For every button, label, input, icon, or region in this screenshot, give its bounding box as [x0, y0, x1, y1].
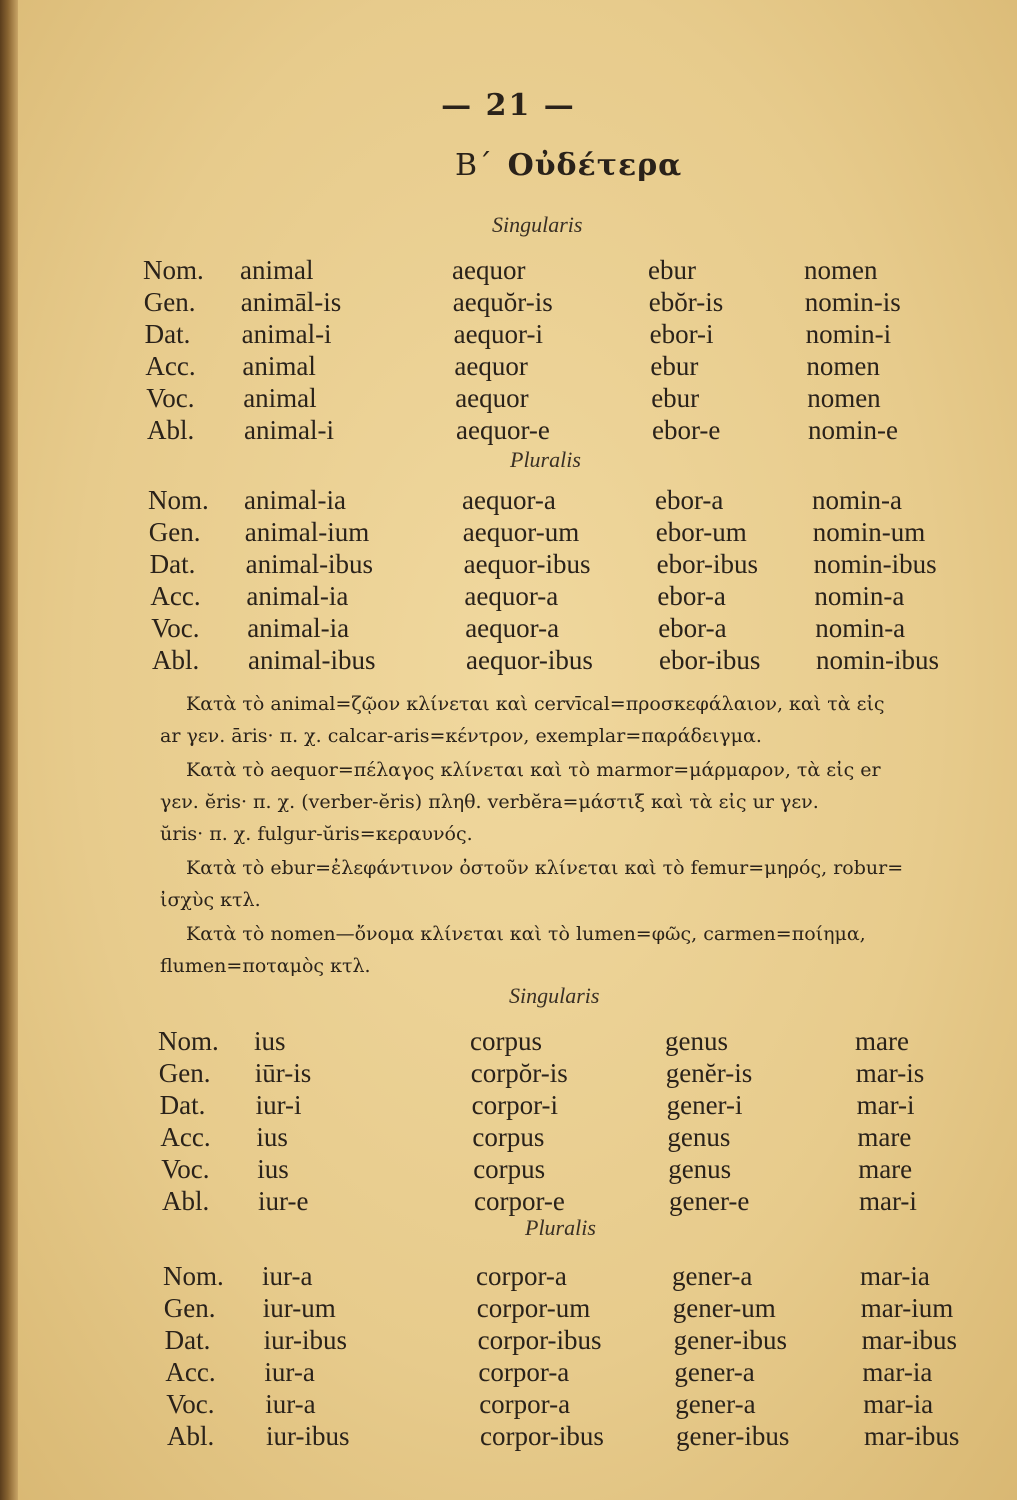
form-cell: nomin-a: [814, 581, 905, 611]
case-label: Acc.: [145, 351, 196, 381]
table-row: [0, 286, 1017, 318]
case-label: Gen.: [163, 1293, 216, 1323]
case-label: Voc.: [151, 613, 200, 643]
form-cell: ebor-a: [655, 485, 724, 515]
form-cell: nomin-a: [815, 613, 906, 643]
form-cell: animal-ia: [244, 485, 346, 515]
form-cell: corpor-a: [479, 1389, 571, 1419]
case-label: Gen.: [158, 1058, 211, 1088]
form-cell: animal-i: [244, 415, 334, 445]
note-line: Κατὰ τὸ animal=ζῷον κλίνεται καὶ cervīcal=προσκεφάλαιον, καὶ τὰ εἰς: [186, 693, 885, 715]
table-row: [0, 1324, 1017, 1356]
form-cell: animal: [240, 255, 314, 285]
form-cell: corpŏr-is: [470, 1058, 568, 1088]
form-cell: genus: [668, 1154, 732, 1184]
case-label: Dat.: [144, 319, 191, 349]
form-cell: corpor-a: [476, 1261, 567, 1291]
case-label: Acc.: [150, 581, 201, 611]
form-cell: aequor-a: [464, 581, 559, 611]
table-row: [0, 1388, 1017, 1420]
case-label: Gen.: [143, 287, 196, 317]
form-cell: ius: [257, 1154, 289, 1184]
form-cell: iūr-is: [254, 1058, 312, 1088]
table-row: [0, 1420, 1017, 1452]
form-cell: corpus: [470, 1026, 542, 1056]
form-cell: genus: [667, 1122, 731, 1152]
form-cell: nomin-e: [808, 415, 898, 445]
note-line: ar γεν. āris· π. χ. calcar-aris=κέντρον, exemplar=παράδειγμα.: [160, 725, 762, 747]
note-line: Κατὰ τὸ nomen—ὄνομα κλίνεται καὶ τὸ lumen=φῶς, carmen=ποίημα,: [186, 923, 866, 945]
form-cell: mare: [857, 1122, 912, 1152]
form-cell: animāl-is: [240, 287, 342, 317]
form-cell: ebur: [648, 255, 696, 285]
form-cell: aequor-ibus: [463, 549, 591, 579]
page-number: — 21 —: [441, 88, 576, 123]
form-cell: nomen: [804, 255, 878, 285]
form-cell: gener-a: [674, 1357, 755, 1387]
form-cell: aequor-a: [465, 613, 560, 643]
case-label: Dat.: [159, 1090, 206, 1120]
form-cell: iur-ibus: [263, 1325, 348, 1355]
form-cell: gener-ibus: [676, 1421, 790, 1451]
form-cell: aequor: [452, 255, 526, 285]
form-cell: nomin-um: [812, 517, 926, 547]
form-cell: iur-a: [262, 1261, 313, 1291]
form-cell: ius: [254, 1026, 286, 1056]
case-label: Abl.: [162, 1186, 210, 1216]
case-label: Acc.: [165, 1357, 216, 1387]
case-label: Gen.: [148, 517, 201, 547]
table-row: [0, 1153, 1017, 1185]
form-cell: nomin-is: [804, 287, 901, 317]
form-cell: mar-i: [856, 1090, 915, 1120]
form-cell: gener-e: [669, 1186, 750, 1216]
form-cell: mare: [858, 1154, 913, 1184]
case-label: Abl.: [167, 1421, 215, 1451]
table-row: [0, 548, 1017, 580]
form-cell: gener-um: [672, 1293, 776, 1323]
singular-label-1: Singularis: [492, 212, 583, 237]
form-cell: iur-a: [264, 1357, 315, 1387]
form-cell: nomin-ibus: [816, 645, 940, 675]
form-cell: mar-is: [855, 1058, 925, 1088]
form-cell: animal-ia: [246, 581, 349, 611]
form-cell: animal: [243, 383, 317, 413]
form-cell: genĕr-is: [665, 1058, 753, 1088]
table-row: [0, 1185, 1017, 1217]
form-cell: gener-ibus: [673, 1325, 788, 1355]
form-cell: ebor-um: [655, 517, 747, 547]
form-cell: nomin-i: [805, 319, 892, 349]
form-cell: mar-ia: [863, 1389, 934, 1419]
table-row: [0, 1121, 1017, 1153]
case-label: Nom.: [163, 1261, 224, 1291]
form-cell: mar-ibus: [864, 1421, 960, 1451]
form-cell: mar-ia: [862, 1357, 933, 1387]
table-row: [0, 318, 1017, 350]
table-row: [0, 612, 1017, 644]
form-cell: nomen: [807, 383, 881, 413]
case-label: Acc.: [160, 1122, 211, 1152]
form-cell: corpus: [473, 1154, 546, 1184]
form-cell: aequor-e: [456, 415, 550, 445]
form-cell: iur-e: [258, 1186, 309, 1216]
case-label: Voc.: [146, 383, 195, 413]
note-line: Κατὰ τὸ ebur=ἐλεφάντινον ὀστοῦν κλίνεται καὶ τὸ femur=μηρός, robur=: [186, 857, 904, 879]
section-heading: [455, 148, 682, 183]
case-label: Dat.: [164, 1325, 211, 1355]
form-cell: ebur: [651, 383, 700, 413]
form-cell: aequor-a: [462, 485, 556, 515]
form-cell: ebor-ibus: [656, 549, 759, 579]
form-cell: mar-i: [859, 1186, 917, 1216]
form-cell: corpus: [472, 1122, 545, 1152]
table-row: [0, 350, 1017, 382]
case-label: Voc.: [161, 1154, 210, 1184]
plural-label-2: Pluralis: [525, 1215, 596, 1240]
form-cell: nomin-a: [812, 485, 902, 515]
case-label: Voc.: [166, 1389, 215, 1419]
note-line: Κατὰ τὸ aequor=πέλαγος κλίνεται καὶ τὸ marmor=μάρμαρον, τὰ εἰς er: [186, 759, 881, 781]
table-row: [0, 644, 1017, 676]
form-cell: aequor-i: [453, 319, 544, 349]
form-cell: animal-i: [241, 319, 332, 349]
case-label: Nom.: [148, 485, 209, 515]
table-row: [0, 414, 1017, 446]
form-cell: gener-i: [666, 1090, 743, 1120]
form-cell: animal-ibus: [245, 549, 374, 579]
form-cell: mar-ia: [860, 1261, 930, 1291]
form-cell: animal: [242, 351, 316, 381]
form-cell: iur-ibus: [266, 1421, 350, 1451]
plural-label-1: Pluralis: [510, 447, 581, 472]
form-cell: aequor: [454, 351, 528, 381]
form-cell: corpor-a: [478, 1357, 570, 1387]
table-row: [0, 1025, 1017, 1057]
heading-mark: Β΄: [455, 148, 493, 183]
case-label: Abl.: [147, 415, 195, 445]
note-line: γεν. ĕris· π. χ. (verber-ĕris) πληθ. verbĕra=μάστιξ καὶ τὰ εἰς ur γεν.: [160, 791, 819, 813]
case-label: Dat.: [149, 549, 196, 579]
table-row: [0, 484, 1017, 516]
form-cell: ebor-i: [649, 319, 714, 349]
form-cell: nomin-ibus: [813, 549, 937, 579]
case-label: Abl.: [152, 645, 200, 675]
form-cell: iur-i: [255, 1090, 302, 1120]
table-row: [0, 516, 1017, 548]
table-row: [0, 382, 1017, 414]
form-cell: ebor-ibus: [659, 645, 761, 675]
heading-word: Οὐδέτερα: [507, 148, 683, 183]
form-cell: iur-um: [262, 1293, 336, 1323]
case-label: Nom.: [143, 255, 204, 285]
form-cell: aequor-um: [462, 517, 580, 547]
note-line: ἰσχὺς κτλ.: [160, 889, 261, 911]
form-cell: aequŏr-is: [452, 287, 553, 317]
form-cell: nomen: [806, 351, 880, 381]
table-row: [0, 580, 1017, 612]
form-cell: ebor-e: [652, 415, 721, 445]
form-cell: corpor-ibus: [477, 1325, 602, 1355]
table-row: [0, 1356, 1017, 1388]
form-cell: genus: [665, 1026, 728, 1056]
form-cell: gener-a: [675, 1389, 756, 1419]
table-row: [0, 1057, 1017, 1089]
form-cell: mar-ibus: [861, 1325, 958, 1355]
form-cell: corpor-i: [471, 1090, 559, 1120]
form-cell: corpor-um: [476, 1293, 591, 1323]
form-cell: animal-ium: [244, 517, 370, 547]
case-label: Nom.: [158, 1026, 219, 1056]
form-cell: aequor: [455, 383, 529, 413]
form-cell: mar-ium: [860, 1293, 954, 1323]
form-cell: aequor-ibus: [466, 645, 593, 675]
form-cell: animal-ibus: [248, 645, 376, 675]
table-row: [0, 1292, 1017, 1324]
form-cell: mare: [855, 1026, 909, 1056]
form-cell: ebor-a: [658, 613, 727, 643]
table-row: [0, 1260, 1017, 1292]
form-cell: ebŏr-is: [648, 287, 724, 317]
form-cell: ebor-a: [657, 581, 726, 611]
table-row: [0, 1089, 1017, 1121]
form-cell: ebur: [650, 351, 699, 381]
form-cell: iur-a: [265, 1389, 316, 1419]
form-cell: corpor-e: [474, 1186, 565, 1216]
note-line: ŭris· π. χ. fulgur-ŭris=κεραυνός.: [160, 823, 473, 845]
note-line: flumen=ποταμὸς κτλ.: [160, 955, 371, 977]
form-cell: animal-ia: [247, 613, 350, 643]
form-cell: corpor-ibus: [480, 1421, 604, 1451]
form-cell: gener-a: [672, 1261, 753, 1291]
table-row: [0, 254, 1017, 286]
singular-label-2: Singularis: [509, 983, 600, 1008]
form-cell: ius: [256, 1122, 288, 1152]
